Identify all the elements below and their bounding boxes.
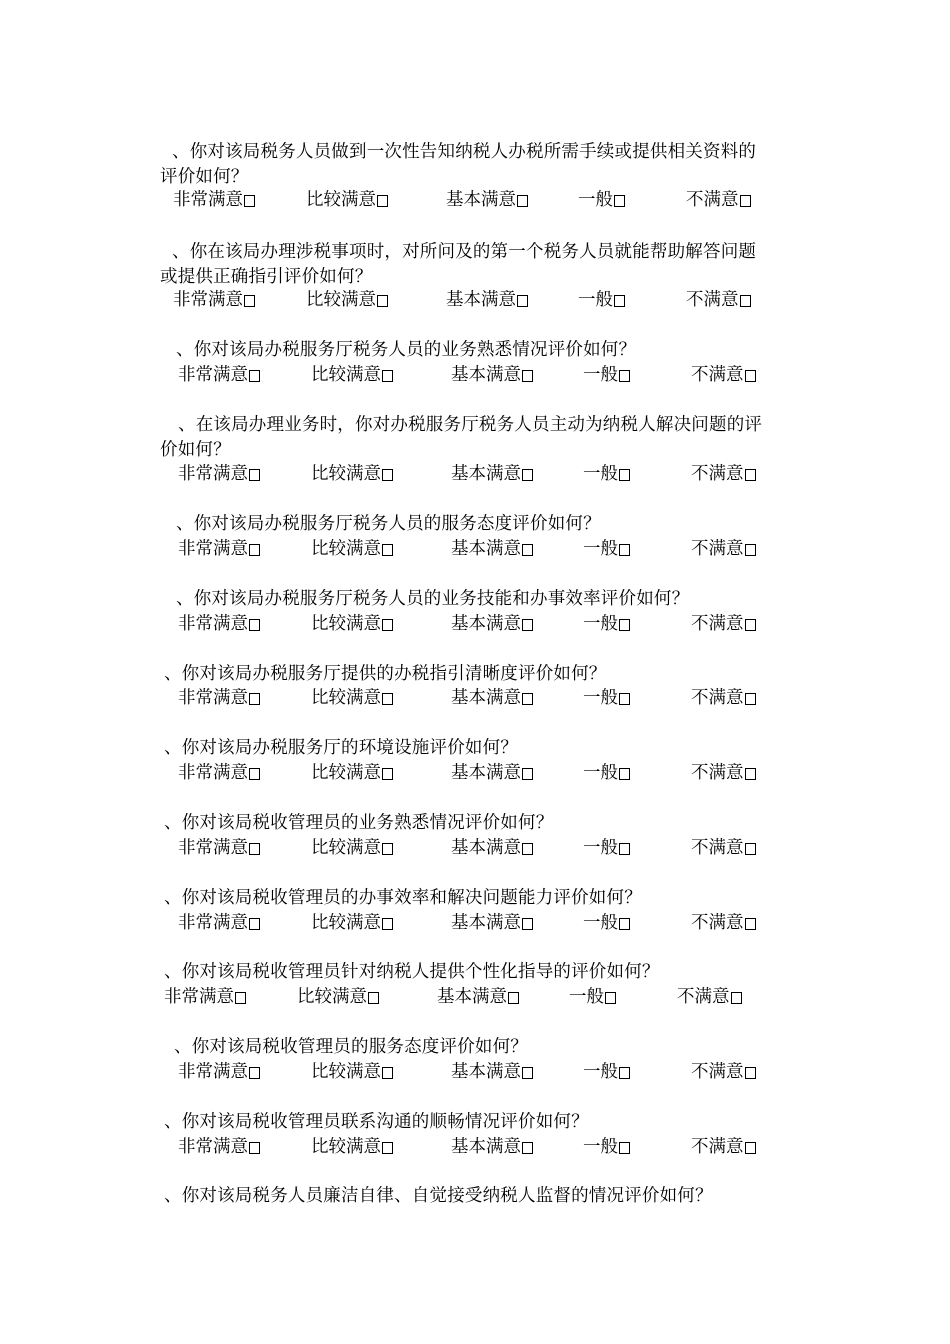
checkbox-icon[interactable] [249,693,260,705]
option-average[interactable] [583,686,630,711]
option-dissatisfied[interactable] [691,911,756,936]
option-label: 非常满意 [178,539,248,559]
rating-options [178,537,818,562]
option-average[interactable] [578,188,625,213]
option-very-satisfied[interactable] [178,686,260,711]
option-average[interactable] [583,836,630,861]
option-label: 基本满意 [446,190,516,210]
option-average[interactable] [583,761,630,786]
question-text [160,140,757,190]
question-text [176,587,689,612]
option-label: 非常满意 [178,1137,248,1157]
option-label: 非常满意 [173,190,243,210]
option-label: 一般 [583,763,618,783]
checkbox-icon[interactable] [517,295,528,307]
option-label: 非常满意 [164,987,234,1007]
option-fairly-satisfied[interactable] [306,288,388,313]
option-fairly-satisfied[interactable] [306,188,388,213]
checkbox-icon[interactable] [382,918,393,930]
option-label: 不满意 [686,190,739,210]
option-fairly-satisfied[interactable] [311,836,393,861]
option-very-satisfied[interactable] [178,363,260,388]
question-line: 、你对该局税收管理员针对纳税人提供个性化指导的评价如何？ [164,962,660,982]
option-label: 不满意 [691,614,744,634]
option-dissatisfied[interactable] [691,836,756,861]
option-fairly-satisfied[interactable] [311,462,393,487]
checkbox-icon[interactable] [368,992,379,1004]
option-average[interactable] [583,363,630,388]
option-fairly-satisfied[interactable] [297,985,379,1010]
checkbox-icon[interactable] [522,768,533,780]
option-very-satisfied[interactable] [178,537,260,562]
option-fairly-satisfied[interactable] [311,1060,393,1085]
checkbox-icon[interactable] [377,195,388,207]
option-dissatisfied[interactable] [691,363,756,388]
option-label: 不满意 [691,1062,744,1082]
checkbox-icon[interactable] [522,370,533,382]
option-average[interactable] [578,288,625,313]
option-fairly-satisfied[interactable] [311,761,393,786]
option-label: 一般 [583,838,618,858]
checkbox-icon[interactable] [619,370,630,382]
checkbox-icon[interactable] [522,918,533,930]
rating-options [173,188,813,213]
checkbox-icon[interactable] [745,768,756,780]
option-label: 比较满意 [306,290,376,310]
option-label: 不满意 [686,290,739,310]
option-basically-satisfied[interactable] [446,288,528,313]
checkbox-icon[interactable] [745,843,756,855]
checkbox-icon[interactable] [508,992,519,1004]
checkbox-icon[interactable] [745,1067,756,1079]
option-average[interactable] [583,462,630,487]
checkbox-icon[interactable] [619,1142,630,1154]
question-text [164,1184,713,1209]
option-label: 比较满意 [311,464,381,484]
option-label: 非常满意 [173,290,243,310]
checkbox-icon[interactable] [235,992,246,1004]
option-label: 不满意 [691,763,744,783]
question-text [164,1110,589,1135]
checkbox-icon[interactable] [249,370,260,382]
option-basically-satisfied[interactable] [451,612,533,637]
option-label: 基本满意 [451,464,521,484]
option-label: 非常满意 [178,913,248,933]
option-label: 一般 [583,1137,618,1157]
checkbox-icon[interactable] [249,918,260,930]
checkbox-icon[interactable] [522,544,533,556]
option-basically-satisfied[interactable] [451,761,533,786]
checkbox-icon[interactable] [382,1067,393,1079]
option-very-satisfied[interactable] [178,612,260,637]
question-text [160,413,763,463]
option-label: 基本满意 [451,1137,521,1157]
option-very-satisfied[interactable] [178,761,260,786]
option-very-satisfied[interactable] [178,836,260,861]
option-average[interactable] [583,1060,630,1085]
question-line: 、你对该局办税服务厅的环境设施评价如何？ [164,738,518,758]
option-label: 不满意 [691,464,744,484]
option-label: 不满意 [691,838,744,858]
checkbox-icon[interactable] [249,1067,260,1079]
option-average[interactable] [583,537,630,562]
option-basically-satisfied[interactable] [451,1135,533,1160]
option-label: 比较满意 [311,614,381,634]
option-dissatisfied[interactable] [691,761,756,786]
checkbox-icon[interactable] [745,1142,756,1154]
checkbox-icon[interactable] [745,469,756,481]
option-label: 不满意 [691,1137,744,1157]
option-label: 一般 [583,1062,618,1082]
option-label: 非常满意 [178,1062,248,1082]
checkbox-icon[interactable] [377,295,388,307]
checkbox-icon[interactable] [731,992,742,1004]
option-basically-satisfied[interactable] [451,462,533,487]
option-label: 比较满意 [311,1062,381,1082]
option-label: 一般 [583,464,618,484]
question-text [164,736,518,761]
option-label: 比较满意 [297,987,367,1007]
checkbox-icon[interactable] [249,544,260,556]
checkbox-icon[interactable] [522,619,533,631]
option-label: 不满意 [691,913,744,933]
option-label: 基本满意 [451,838,521,858]
question-text [164,811,553,836]
question-line: 、你对该局税收管理员的办事效率和解决问题能力评价如何？ [164,888,642,908]
checkbox-icon[interactable] [745,544,756,556]
checkbox-icon[interactable] [382,370,393,382]
checkbox-icon[interactable] [619,619,630,631]
option-label: 基本满意 [451,365,521,385]
option-very-satisfied[interactable] [164,985,246,1010]
option-label: 比较满意 [311,913,381,933]
option-fairly-satisfied[interactable] [311,363,393,388]
checkbox-icon[interactable] [619,693,630,705]
option-basically-satisfied[interactable] [451,836,533,861]
checkbox-icon[interactable] [745,693,756,705]
option-label: 非常满意 [178,688,248,708]
option-label: 一般 [583,688,618,708]
option-label: 非常满意 [178,464,248,484]
question-line: 、你对该局办税服务厅提供的办税指引清晰度评价如何？ [164,664,607,684]
question-line: 、你对该局办税服务厅税务人员的业务技能和办事效率评价如何？ [176,589,690,609]
checkbox-icon[interactable] [244,295,255,307]
option-label: 不满意 [691,688,744,708]
checkbox-icon[interactable] [382,768,393,780]
checkbox-icon[interactable] [249,843,260,855]
checkbox-icon[interactable] [619,768,630,780]
checkbox-icon[interactable] [517,195,528,207]
rating-options [164,985,804,1010]
checkbox-icon[interactable] [614,295,625,307]
rating-options [173,288,813,313]
option-dissatisfied[interactable] [686,288,751,313]
option-very-satisfied[interactable] [178,1060,260,1085]
option-average[interactable] [583,1135,630,1160]
checkbox-icon[interactable] [619,1067,630,1079]
question-line: 、你对该局税务人员做到一次性告知纳税人办税所需手续或提供相关资料的 [172,142,757,162]
option-basically-satisfied[interactable] [451,911,533,936]
question-text [160,240,757,290]
option-basically-satisfied[interactable] [451,537,533,562]
checkbox-icon[interactable] [619,469,630,481]
option-label: 非常满意 [178,614,248,634]
checkbox-icon[interactable] [605,992,616,1004]
option-basically-satisfied[interactable] [451,686,533,711]
checkbox-icon[interactable] [522,1067,533,1079]
question-line: 、你对该局税收管理员的业务熟悉情况评价如何？ [164,813,554,833]
option-very-satisfied[interactable] [178,462,260,487]
option-label: 非常满意 [178,365,248,385]
checkbox-icon[interactable] [522,1142,533,1154]
option-label: 基本满意 [437,987,507,1007]
option-label: 一般 [578,290,613,310]
option-dissatisfied[interactable] [691,612,756,637]
checkbox-icon[interactable] [619,544,630,556]
question-line: 或提供正确指引评价如何？ [160,267,373,287]
question-text [176,338,636,363]
question-line: 、你对该局税收管理员联系沟通的顺畅情况评价如何？ [164,1112,589,1132]
checkbox-icon[interactable] [619,843,630,855]
checkbox-icon[interactable] [249,1142,260,1154]
option-very-satisfied[interactable] [173,288,255,313]
option-dissatisfied[interactable] [691,686,756,711]
option-fairly-satisfied[interactable] [311,537,393,562]
option-label: 基本满意 [451,913,521,933]
checkbox-icon[interactable] [740,195,751,207]
rating-options [178,612,818,637]
checkbox-icon[interactable] [249,768,260,780]
option-label: 基本满意 [451,688,521,708]
option-label: 不满意 [677,987,730,1007]
rating-options [178,462,818,487]
checkbox-icon[interactable] [740,295,751,307]
rating-options [178,761,818,786]
option-basically-satisfied[interactable] [446,188,528,213]
checkbox-icon[interactable] [745,370,756,382]
rating-options [178,1135,818,1160]
question-text [164,960,660,985]
checkbox-icon[interactable] [522,693,533,705]
checkbox-icon[interactable] [244,195,255,207]
option-dissatisfied[interactable] [691,1060,756,1085]
question-line: 、你在该局办理涉税事项时，对所问及的第一个税务人员就能帮助解答问题 [172,242,757,262]
option-label: 一般 [583,614,618,634]
option-very-satisfied[interactable] [178,1135,260,1160]
question-line: 评价如何？ [160,167,249,187]
rating-options [178,911,818,936]
checkbox-icon[interactable] [382,544,393,556]
option-basically-satisfied[interactable] [451,363,533,388]
option-label: 一般 [583,539,618,559]
option-dissatisfied[interactable] [691,1135,756,1160]
checkbox-icon[interactable] [522,843,533,855]
question-line: 价如何？ [160,440,231,460]
checkbox-icon[interactable] [249,469,260,481]
option-fairly-satisfied[interactable] [311,1135,393,1160]
option-label: 比较满意 [311,365,381,385]
question-line: 、你对该局办税服务厅税务人员的服务态度评价如何？ [176,514,601,534]
option-average[interactable] [583,911,630,936]
option-label: 非常满意 [178,838,248,858]
option-dissatisfied[interactable] [677,985,742,1010]
option-label: 基本满意 [446,290,516,310]
checkbox-icon[interactable] [745,918,756,930]
question-text [176,512,601,537]
checkbox-icon[interactable] [619,918,630,930]
option-label: 一般 [583,913,618,933]
option-very-satisfied[interactable] [173,188,255,213]
option-label: 比较满意 [311,838,381,858]
option-basically-satisfied[interactable] [437,985,519,1010]
option-label: 非常满意 [178,763,248,783]
option-label: 不满意 [691,365,744,385]
option-label: 比较满意 [306,190,376,210]
option-label: 比较满意 [311,763,381,783]
checkbox-icon[interactable] [522,469,533,481]
option-label: 比较满意 [311,688,381,708]
question-line: 、你对该局税收管理员的服务态度评价如何？ [174,1037,528,1057]
option-fairly-satisfied[interactable] [311,612,393,637]
option-label: 比较满意 [311,539,381,559]
option-label: 基本满意 [451,1062,521,1082]
rating-options [178,686,818,711]
question-text [164,662,607,687]
option-label: 基本满意 [451,539,521,559]
checkbox-icon[interactable] [382,1142,393,1154]
option-average[interactable] [583,612,630,637]
checkbox-icon[interactable] [614,195,625,207]
checkbox-icon[interactable] [382,843,393,855]
option-dissatisfied[interactable] [686,188,751,213]
option-label: 一般 [569,987,604,1007]
option-label: 比较满意 [311,1137,381,1157]
checkbox-icon[interactable] [382,693,393,705]
question-text [164,886,642,911]
option-label: 一般 [578,190,613,210]
option-label: 不满意 [691,539,744,559]
question-line: 、你对该局税务人员廉洁自律、自觉接受纳税人监督的情况评价如何？ [164,1186,713,1206]
checkbox-icon[interactable] [382,619,393,631]
question-line: 、你对该局办税服务厅税务人员的业务熟悉情况评价如何？ [176,340,637,360]
option-dissatisfied[interactable] [691,537,756,562]
option-fairly-satisfied[interactable] [311,911,393,936]
option-average[interactable] [569,985,616,1010]
checkbox-icon[interactable] [745,619,756,631]
option-label: 基本满意 [451,614,521,634]
option-label: 一般 [583,365,618,385]
checkbox-icon[interactable] [249,619,260,631]
option-very-satisfied[interactable] [178,911,260,936]
rating-options [178,836,818,861]
option-label: 基本满意 [451,763,521,783]
option-fairly-satisfied[interactable] [311,686,393,711]
option-dissatisfied[interactable] [691,462,756,487]
option-basically-satisfied[interactable] [451,1060,533,1085]
checkbox-icon[interactable] [382,469,393,481]
question-text [174,1035,528,1060]
question-line: 、在该局办理业务时，你对办税服务厅税务人员主动为纳税人解决问题的评 [178,415,763,435]
rating-options [178,1060,818,1085]
rating-options [178,363,818,388]
